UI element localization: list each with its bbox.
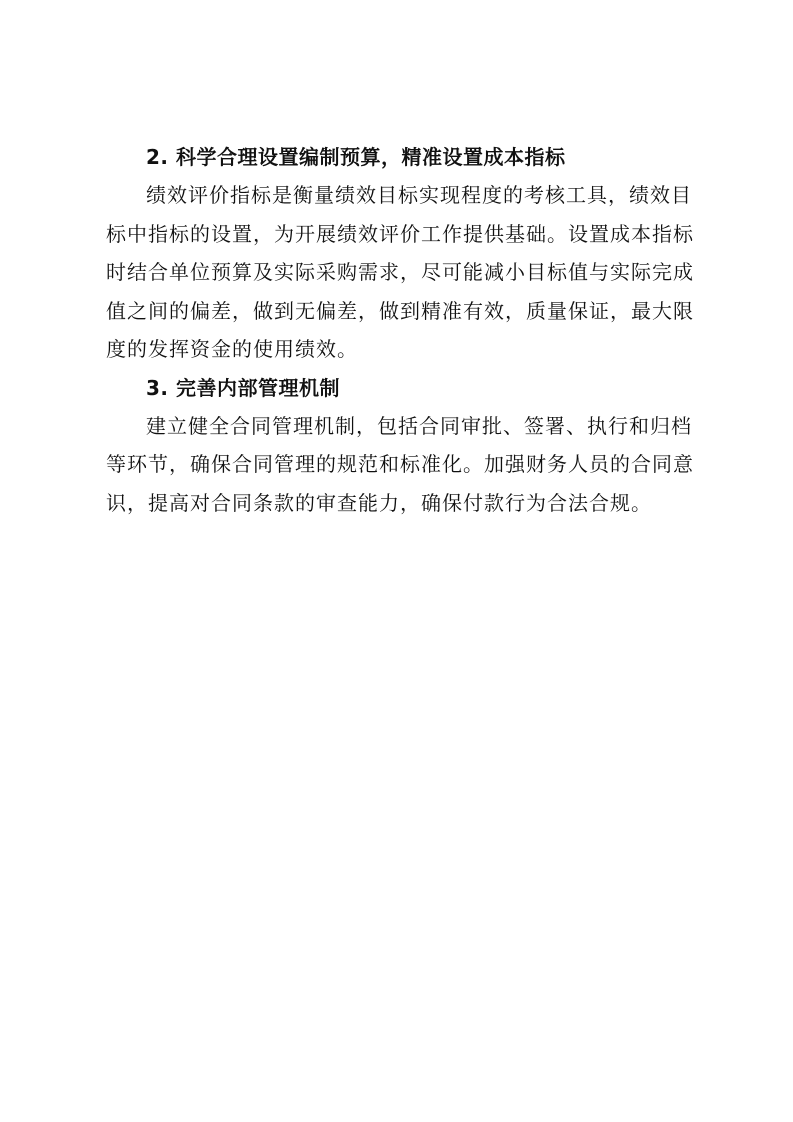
- paragraph-line: 建立健全合同管理机制，包括合同审批、签署、执行和归档: [146, 413, 692, 438]
- section-heading-budget: 2. 科学合理设置编制预算，精准设置成本指标: [146, 145, 566, 169]
- paragraph-line: 时结合单位预算及实际采购需求，尽可能减小目标值与实际完成: [106, 260, 694, 284]
- paragraph-contract-management: [106, 407, 694, 523]
- paragraph-line: 度的发挥资金的使用绩效。: [106, 337, 358, 361]
- paragraph-budget-indicators: [106, 176, 694, 369]
- paragraph-line: 标中指标的设置，为开展绩效评价工作提供基础。设置成本指标: [106, 221, 694, 246]
- paragraph-line: 等环节，确保合同管理的规范和标准化。加强财务人员的合同意: [106, 452, 694, 476]
- section-heading-internal-management: 3. 完善内部管理机制: [146, 375, 340, 400]
- paragraph-line: 绩效评价指标是衡量绩效目标实现程度的考核工具，绩效目: [146, 183, 692, 207]
- document-page: [106, 138, 694, 522]
- paragraph-line: 值之间的偏差，做到无偏差，做到精准有效，质量保证，最大限: [106, 298, 694, 323]
- paragraph-line: 识，提高对合同条款的审查能力，确保付款行为合法合规。: [106, 490, 652, 515]
